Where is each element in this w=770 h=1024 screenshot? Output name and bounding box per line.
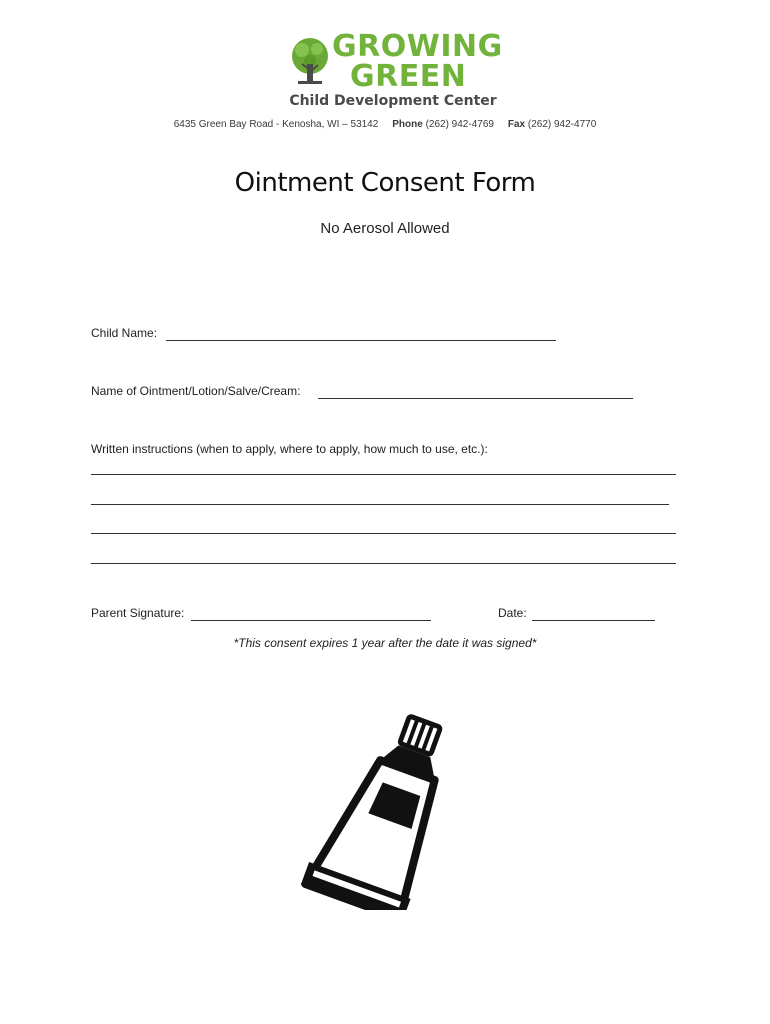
date-field: [498, 606, 527, 620]
child-name-field: [91, 326, 157, 340]
expiry-note: *This consent expires 1 year after the date it was signed*: [233, 636, 537, 650]
instructions-line-1[interactable]: [91, 474, 676, 475]
fax-number: (262) 942-4770: [527, 119, 597, 130]
ointment-name-field: [91, 384, 300, 398]
address: 6435 Green Bay Road - Kenosha, WI – 53142: [173, 119, 379, 130]
instructions-line-4[interactable]: [91, 563, 676, 564]
logo-line-1: GROWING: [332, 29, 503, 64]
child-name-line[interactable]: [166, 340, 556, 341]
signature-line[interactable]: [191, 620, 431, 621]
date-label: Date:: [498, 606, 527, 620]
signature-field: [91, 606, 184, 620]
fax-label: Fax: [507, 119, 526, 130]
tree-icon: [288, 36, 332, 86]
ointment-name-line[interactable]: [318, 398, 633, 399]
ointment-tube-icon: [286, 700, 446, 910]
page-subtitle: No Aerosol Allowed: [320, 220, 450, 237]
phone-number: (262) 942-4769: [425, 119, 494, 130]
phone-label: Phone: [392, 119, 423, 130]
page-title: Ointment Consent Form: [234, 168, 536, 198]
instructions-line-2[interactable]: [91, 504, 669, 505]
logo-line-2: GREEN: [350, 59, 467, 94]
signature-label: Parent Signature:: [91, 606, 185, 620]
logo-subtitle: Child Development Center: [289, 93, 497, 109]
ointment-name-label: Name of Ointment/Lotion/Salve/Cream:: [91, 384, 301, 398]
instructions-label: Written instructions (when to apply, where to apply, how much to use, etc.):: [91, 442, 488, 456]
child-name-label: Child Name:: [91, 326, 158, 340]
logo: [288, 29, 503, 114]
instructions-line-3[interactable]: [91, 533, 676, 534]
date-line[interactable]: [532, 620, 655, 621]
address-line: [0, 119, 770, 130]
